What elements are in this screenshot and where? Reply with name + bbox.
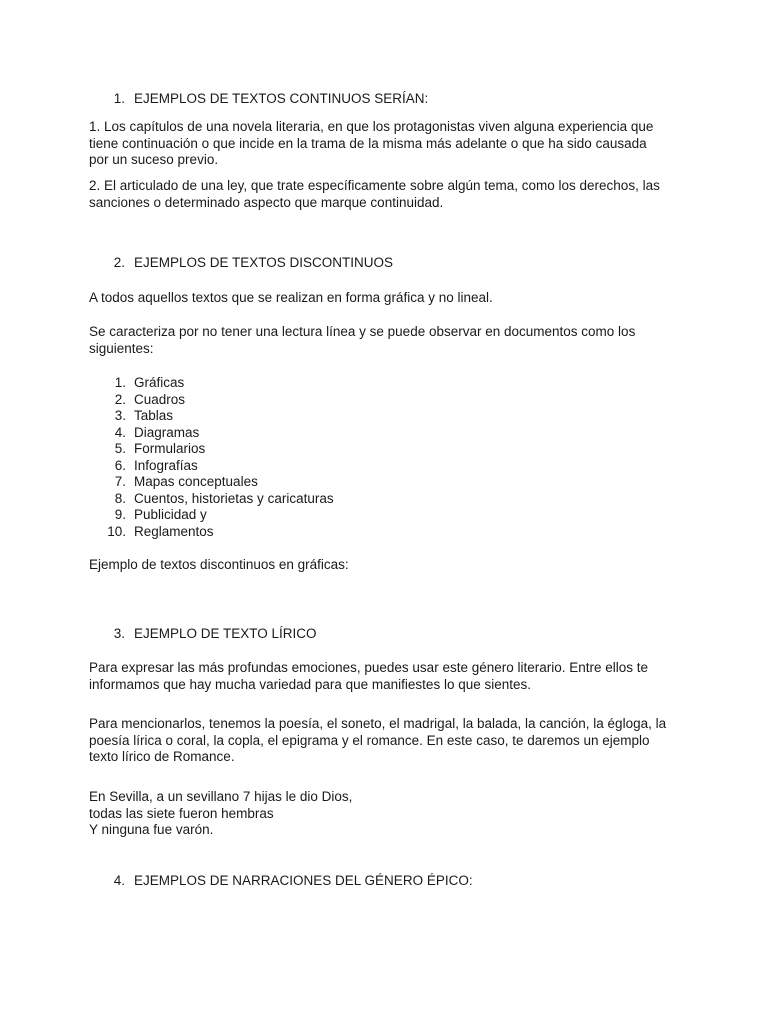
paragraph-discontinuos-example [89,557,689,574]
section-heading-3 [113,626,317,643]
list-text: Cuadros [134,391,186,407]
text-line: poesía lírica o coral, la copla, el epigrama y el romance. En este caso, te daremos un ejemplo [89,732,650,748]
poem [89,789,689,839]
list-number: 1. [114,375,126,390]
text-line: Ejemplo de textos discontinuos en gráficas: [89,557,349,572]
section-number: 3. [113,626,125,641]
section-title: EJEMPLOS DE TEXTOS CONTINUOS SERÍAN: [134,91,429,106]
list-item [114,424,334,442]
list-text: Infografías [134,457,198,473]
text-line: tiene continuación o que incide en la trama de la misma más adelante o que ha sido causada [89,135,647,151]
list-number: 6. [114,457,126,473]
text-line: siguientes: [89,340,154,356]
list-item [114,457,334,475]
text-line: Para expresar las más profundas emociones, puedes usar este género literario. Entre ellos te [89,660,649,675]
paragraph-discontinuos-intro [89,290,689,307]
list-item [114,507,334,524]
list-text: Tablas [134,408,174,423]
list-number: 3. [114,408,126,423]
text-line: texto lírico de Romance. [89,749,235,764]
paragraph-lirico-2 [89,716,689,766]
list-item [107,523,334,541]
list-text: Cuentos, historietas y caricaturas [134,490,334,506]
list-text: Gráficas [134,375,185,390]
list-number: 2. [114,391,126,407]
list-text: Diagramas [134,424,200,440]
list-item [114,474,334,491]
section-heading-1 [113,91,429,108]
text-line: informamos que hay mucha variedad para que manifiestes lo que sientes. [89,676,531,692]
text-line: 1. Los capítulos de una novela literaria, en que los protagonistas viven alguna experiencia que [89,119,654,134]
list-item [114,375,334,392]
list-item [114,391,334,409]
list-text: Publicidad y [134,507,207,522]
list-number: 8. [114,490,126,506]
text-line: por un suceso previo. [89,152,219,167]
list-number: 5. [114,441,126,456]
text-line: A todos aquellos textos que se realizan en forma gráfica y no lineal. [89,290,493,305]
section-title: EJEMPLOS DE TEXTOS DISCONTINUOS [134,255,394,270]
text-line: Se caracteriza por no tener una lectura línea y se puede observar en documentos como los [89,324,636,339]
list-number: 10. [107,523,126,539]
section-heading-2 [113,255,394,272]
poem-line: En Sevilla, a un sevillano 7 hijas le dio Dios, [89,789,353,804]
text-line: 2. El articulado de una ley, que trate específicamente sobre algún tema, como los derechos, las [89,178,660,193]
paragraph-continuos-2 [89,178,689,211]
list-number: 7. [114,474,126,489]
list-text: Formularios [134,441,206,456]
poem-line: todas las siete fueron hembras [89,805,274,821]
section-number: 1. [113,91,125,106]
discontinuos-list [107,375,334,540]
paragraph-continuos-1 [89,119,689,169]
paragraph-lirico-1 [89,660,689,693]
list-text: Reglamentos [134,523,214,539]
text-line: sanciones o determinado aspecto que marque continuidad. [89,194,444,210]
list-number: 9. [114,507,126,522]
text-line: Para mencionarlos, tenemos la poesía, el soneto, el madrigal, la balada, la canción, la égloga, la [89,716,667,731]
section-heading-4 [113,873,473,890]
section-title: EJEMPLOS DE NARRACIONES DEL GÉNERO ÉPICO: [134,873,473,888]
poem-line: Y ninguna fue varón. [89,822,214,837]
section-number: 2. [113,255,125,270]
list-item [114,441,334,458]
list-number: 4. [114,424,126,440]
list-item [114,408,334,425]
section-title: EJEMPLO DE TEXTO LÍRICO [134,626,317,641]
list-item [114,490,334,508]
section-number: 4. [113,873,125,888]
list-text: Mapas conceptuales [134,474,258,489]
paragraph-discontinuos-desc [89,324,689,357]
